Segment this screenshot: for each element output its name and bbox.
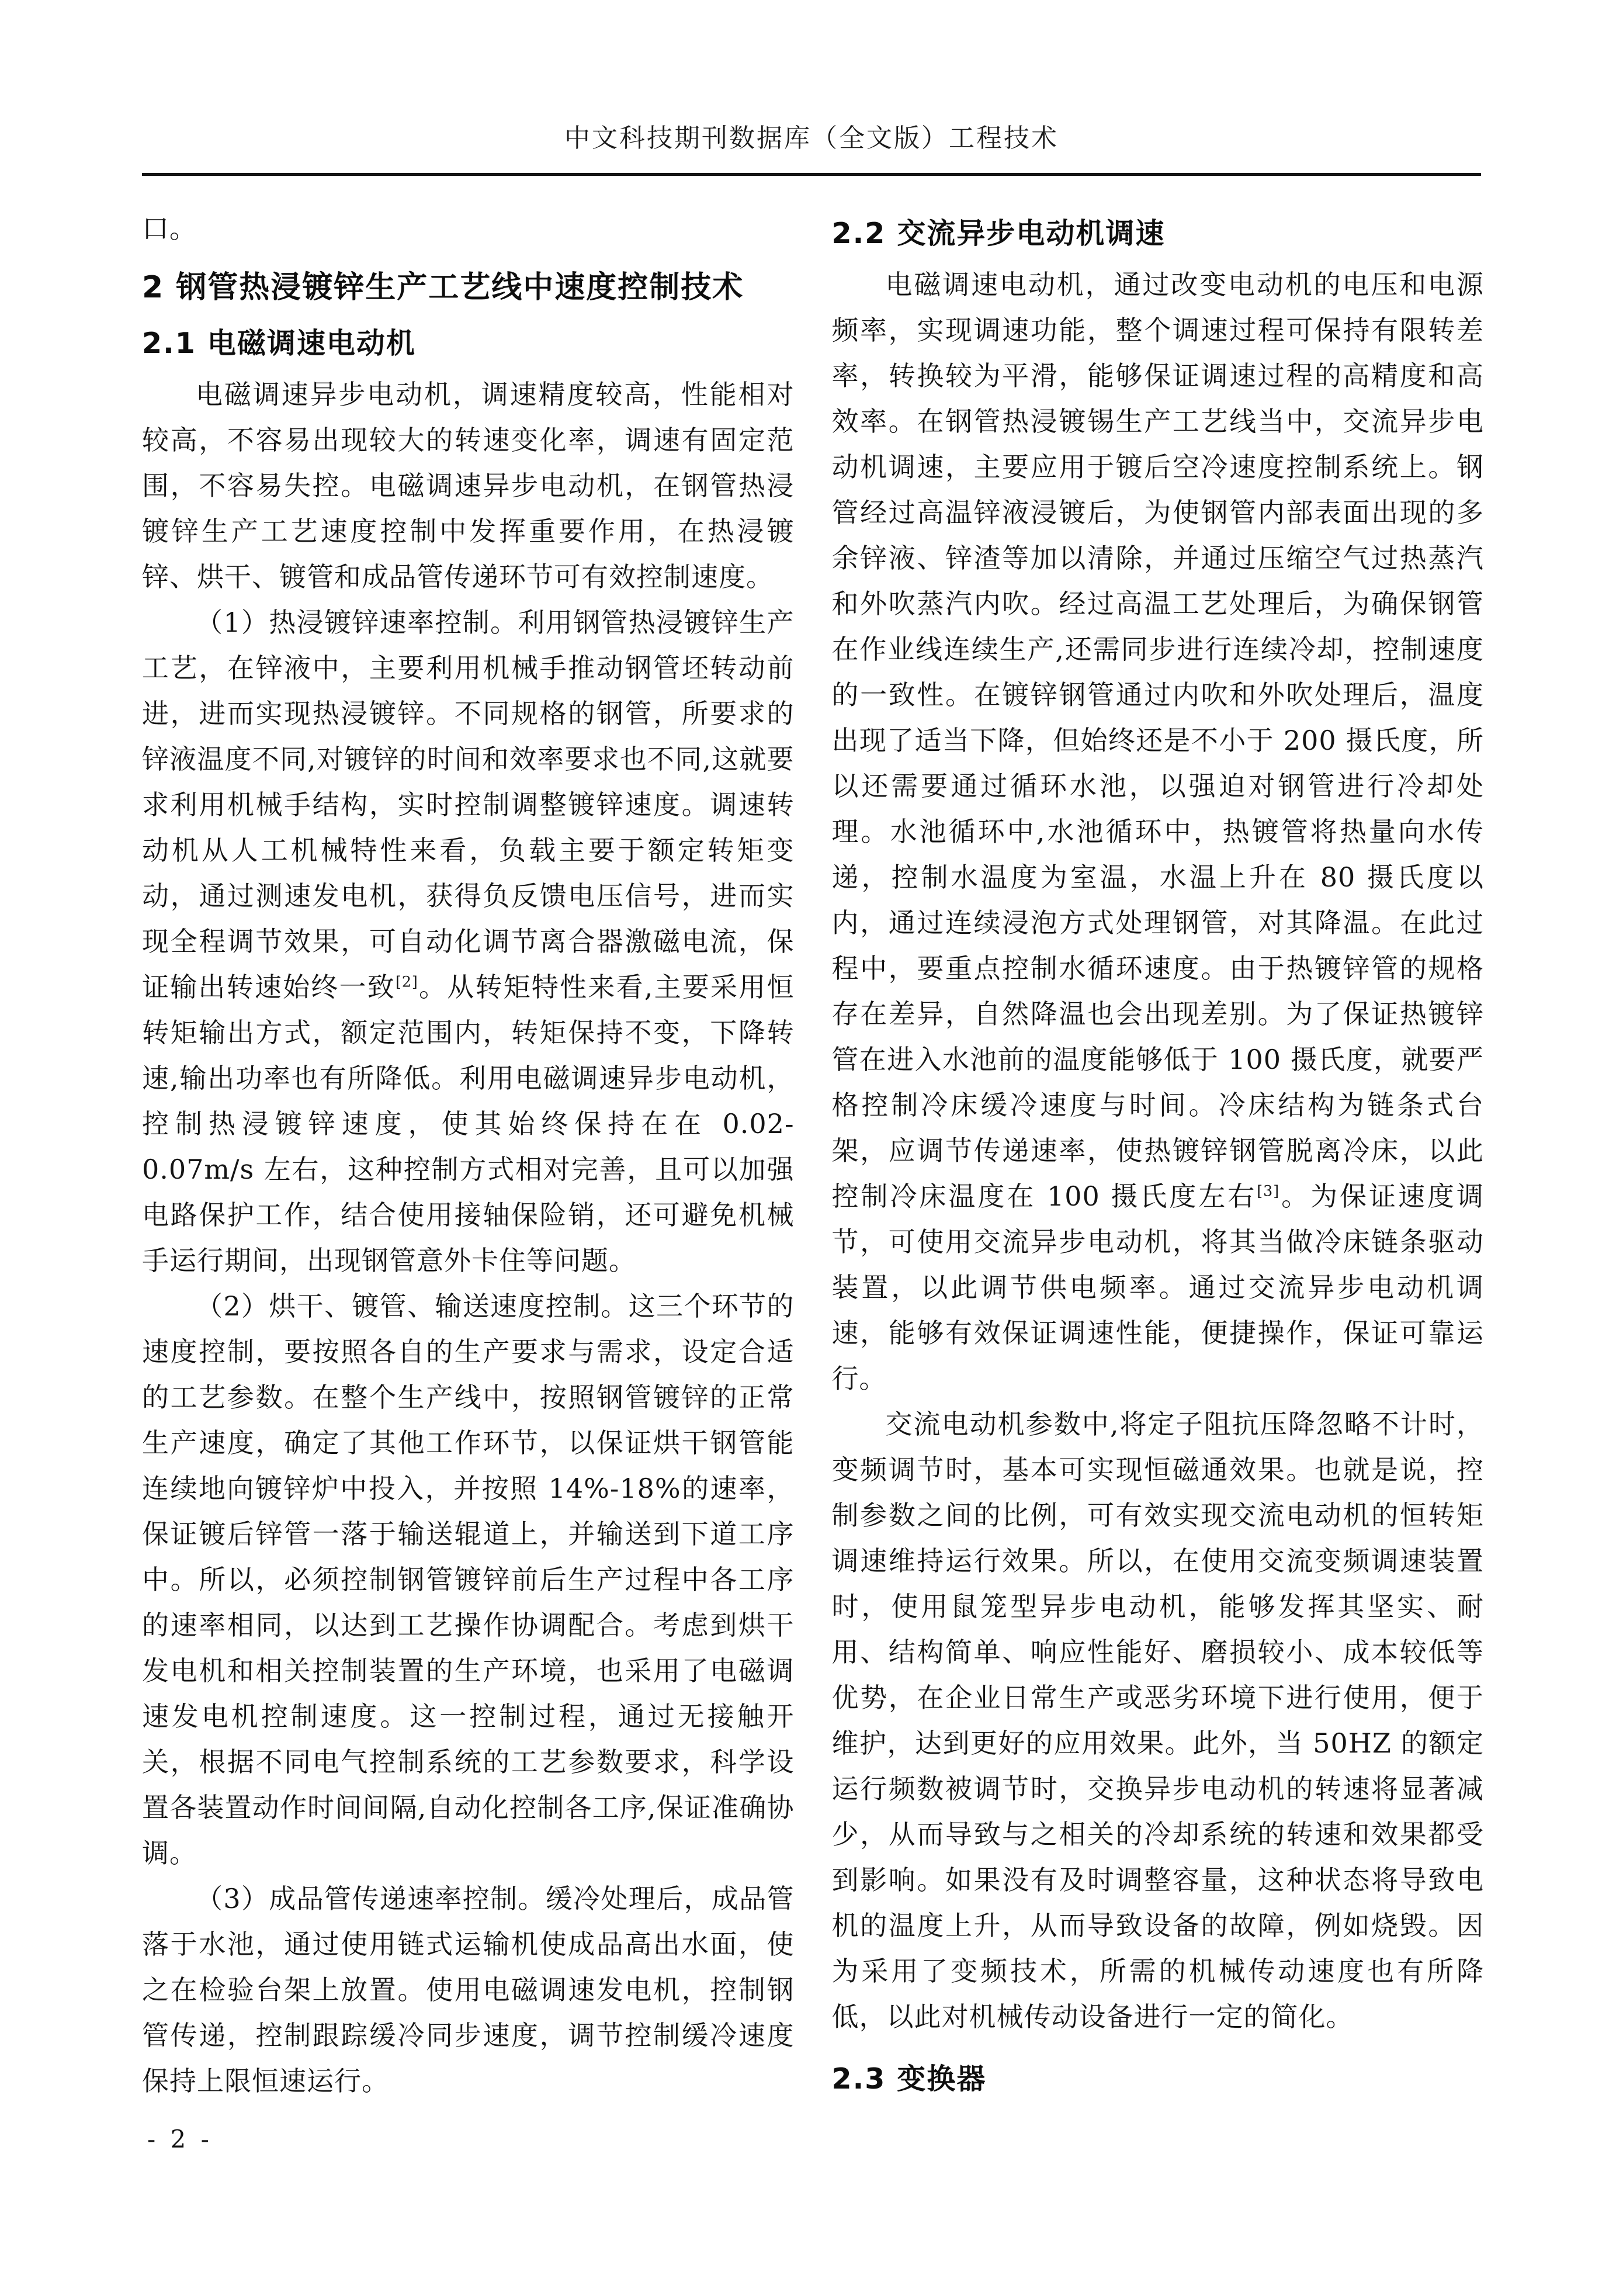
page-number: - 2 -	[147, 2125, 213, 2153]
header-divider-line	[142, 173, 1481, 176]
left-column	[142, 206, 795, 2107]
section-heading-2: 2 钢管热浸镀锌生产工艺线中速度控制技术	[142, 270, 744, 305]
paragraph: 交流电动机参数中,将定子阻抗压降忽略不计时，变频调节时，基本可实现恒磁通效果。也就是说，控制参数之间的比例，可有效实现交流电动机的恒转矩调速维持运行效果。所以，在使用交流变频调速装置时，使用鼠笼型异步电动机，能够发挥其坚实、耐用、结构简单、响应性能好、磨损较小、成本较低等优势，在企业日常生产或恶劣环境下进行使用，便于维护，达到更好的应用效果。此外，当 50HZ 的额定运行频数被调节时，交换异步电动机的转速将显著减少，从而导致与之相关的冷却系统的转速和效果都受到影响。如果没有及时调整容量，这种状态将导致电机的温度上升，从而导致设备的故障，例如烧毁。因为采用了变频技术，所需的机械传动速度也有所降低，以此对机械传动设备进行一定的简化。	[831, 1408, 1484, 2032]
paragraph-continuation-fragment: 口。	[142, 213, 197, 244]
right-column	[832, 206, 1485, 2107]
two-column-body	[142, 206, 1484, 2107]
paragraph: （2）烘干、镀管、输送速度控制。这三个环节的速度控制，要按照各自的生产要求与需求，设定合适的工艺参数。在整个生产线中，按照钢管镀锌的正常生产速度，确定了其他工作环节，以保证烘干钢管能连续地向镀锌炉中投入，并按照 14%-18%的速率，保证镀后锌管一落于输送辊道上，并输送到下道工序中。所以，必须控制钢管镀锌前后生产过程中各工序的速率相同，以达到工艺操作协调配合。考虑到烘干发电机和相关控制装置的生产环境，也采用了电磁调速发电机控制速度。这一控制过程，通过无接触开关，根据不同电气控制系统的工艺参数要求，科学设置各装置动作时间间隔,自动化控制各工序,保证准确协调。	[142, 1290, 795, 1869]
journal-header-title: 中文科技期刊数据库（全文版）工程技术	[564, 123, 1059, 153]
paragraph: （3）成品管传递速率控制。缓冷处理后，成品管落于水池，通过使用链式运输机使成品高出水面，使之在检验台架上放置。使用电磁调速发电机，控制钢管传递，控制跟踪缓冷同步速度，调节控制缓冷速度保持上限恒速运行。	[142, 1883, 795, 2097]
subsection-heading-2-3: 2.3 变换器	[831, 2062, 987, 2096]
subsection-heading-2-1: 2.1 电磁调速电动机	[142, 327, 416, 360]
subsection-heading-2-2: 2.2 交流异步电动机调速	[831, 217, 1166, 250]
paragraph: 电磁调速异步电动机，调速精度较高，性能相对较高，不容易出现较大的转速变化率，调速有固定范围，不容易失控。电磁调速异步电动机，在钢管热浸镀锌生产工艺速度控制中发挥重要作用，在热浸镀锌、烘干、镀管和成品管传递环节可有效控制速度。	[142, 379, 795, 593]
paragraph: （1）热浸镀锌速率控制。利用钢管热浸镀锌生产工艺，在锌液中，主要利用机械手推动钢管坯转动前进，进而实现热浸镀锌。不同规格的钢管，所要求的锌液温度不同,对镀锌的时间和效率要求也不同,这就要求利用机械手结构，实时控制调整镀锌速度。调速转动机从人工机械特性来看，负载主要于额定转矩变动，通过测速发电机，获得负反馈电压信号，进而实现全程调节效果，可自动化调节离合器激磁电流，保证输出转速始终一致[2]。从转矩特性来看,主要采用恒转矩输出方式，额定范围内，转矩保持不变，下降转速,输出功率也有所降低。利用电磁调速异步电动机，控制热浸镀锌速度，使其始终保持在在 0.02-0.07m/s 左右，这种控制方式相对完善，且可以加强电路保护工作，结合使用接轴保险销，还可避免机械手运行期间，出现钢管意外卡住等问题。	[142, 607, 795, 1276]
paragraph: 电磁调速电动机，通过改变电动机的电压和电源频率，实现调速功能，整个调速过程可保持有限转差率，转换较为平滑，能够保证调速过程的高精度和高效率。在钢管热浸镀锡生产工艺线当中，交流异步电动机调速，主要应用于镀后空冷速度控制系统上。钢管经过高温锌液浸镀后，为使钢管内部表面出现的多余锌液、锌渣等加以清除，并通过压缩空气过热蒸汽和外吹蒸汽内吹。经过高温工艺处理后，为确保钢管在作业线连续生产,还需同步进行连续冷却，控制速度的一致性。在镀锌钢管通过内吹和外吹处理后，温度出现了适当下降，但始终还是不小于 200 摄氏度，所以还需要通过循环水池，以强迫对钢管进行冷却处理。水池循环中,水池循环中，热镀管将热量向水传递，控制水温度为室温，水温上升在 80 摄氏度以内，通过连续浸泡方式处理钢管，对其降温。在此过程中，要重点控制水循环速度。由于热镀锌管的规格存在差异，自然降温也会出现差别。为了保证热镀锌管在进入水池前的温度能够低于 100 摄氏度，就要严格控制冷床缓冷速度与时间。冷床结构为链条式台架，应调节传递速率，使热镀锌钢管脱离冷床，以此控制冷床温度在 100 摄氏度左右[3]。为保证速度调节，可使用交流异步电动机，将其当做冷床链条驱动装置，以此调节供电频率。通过交流异步电动机调速，能够有效保证调速性能，便捷操作，保证可靠运行。	[831, 269, 1485, 1394]
